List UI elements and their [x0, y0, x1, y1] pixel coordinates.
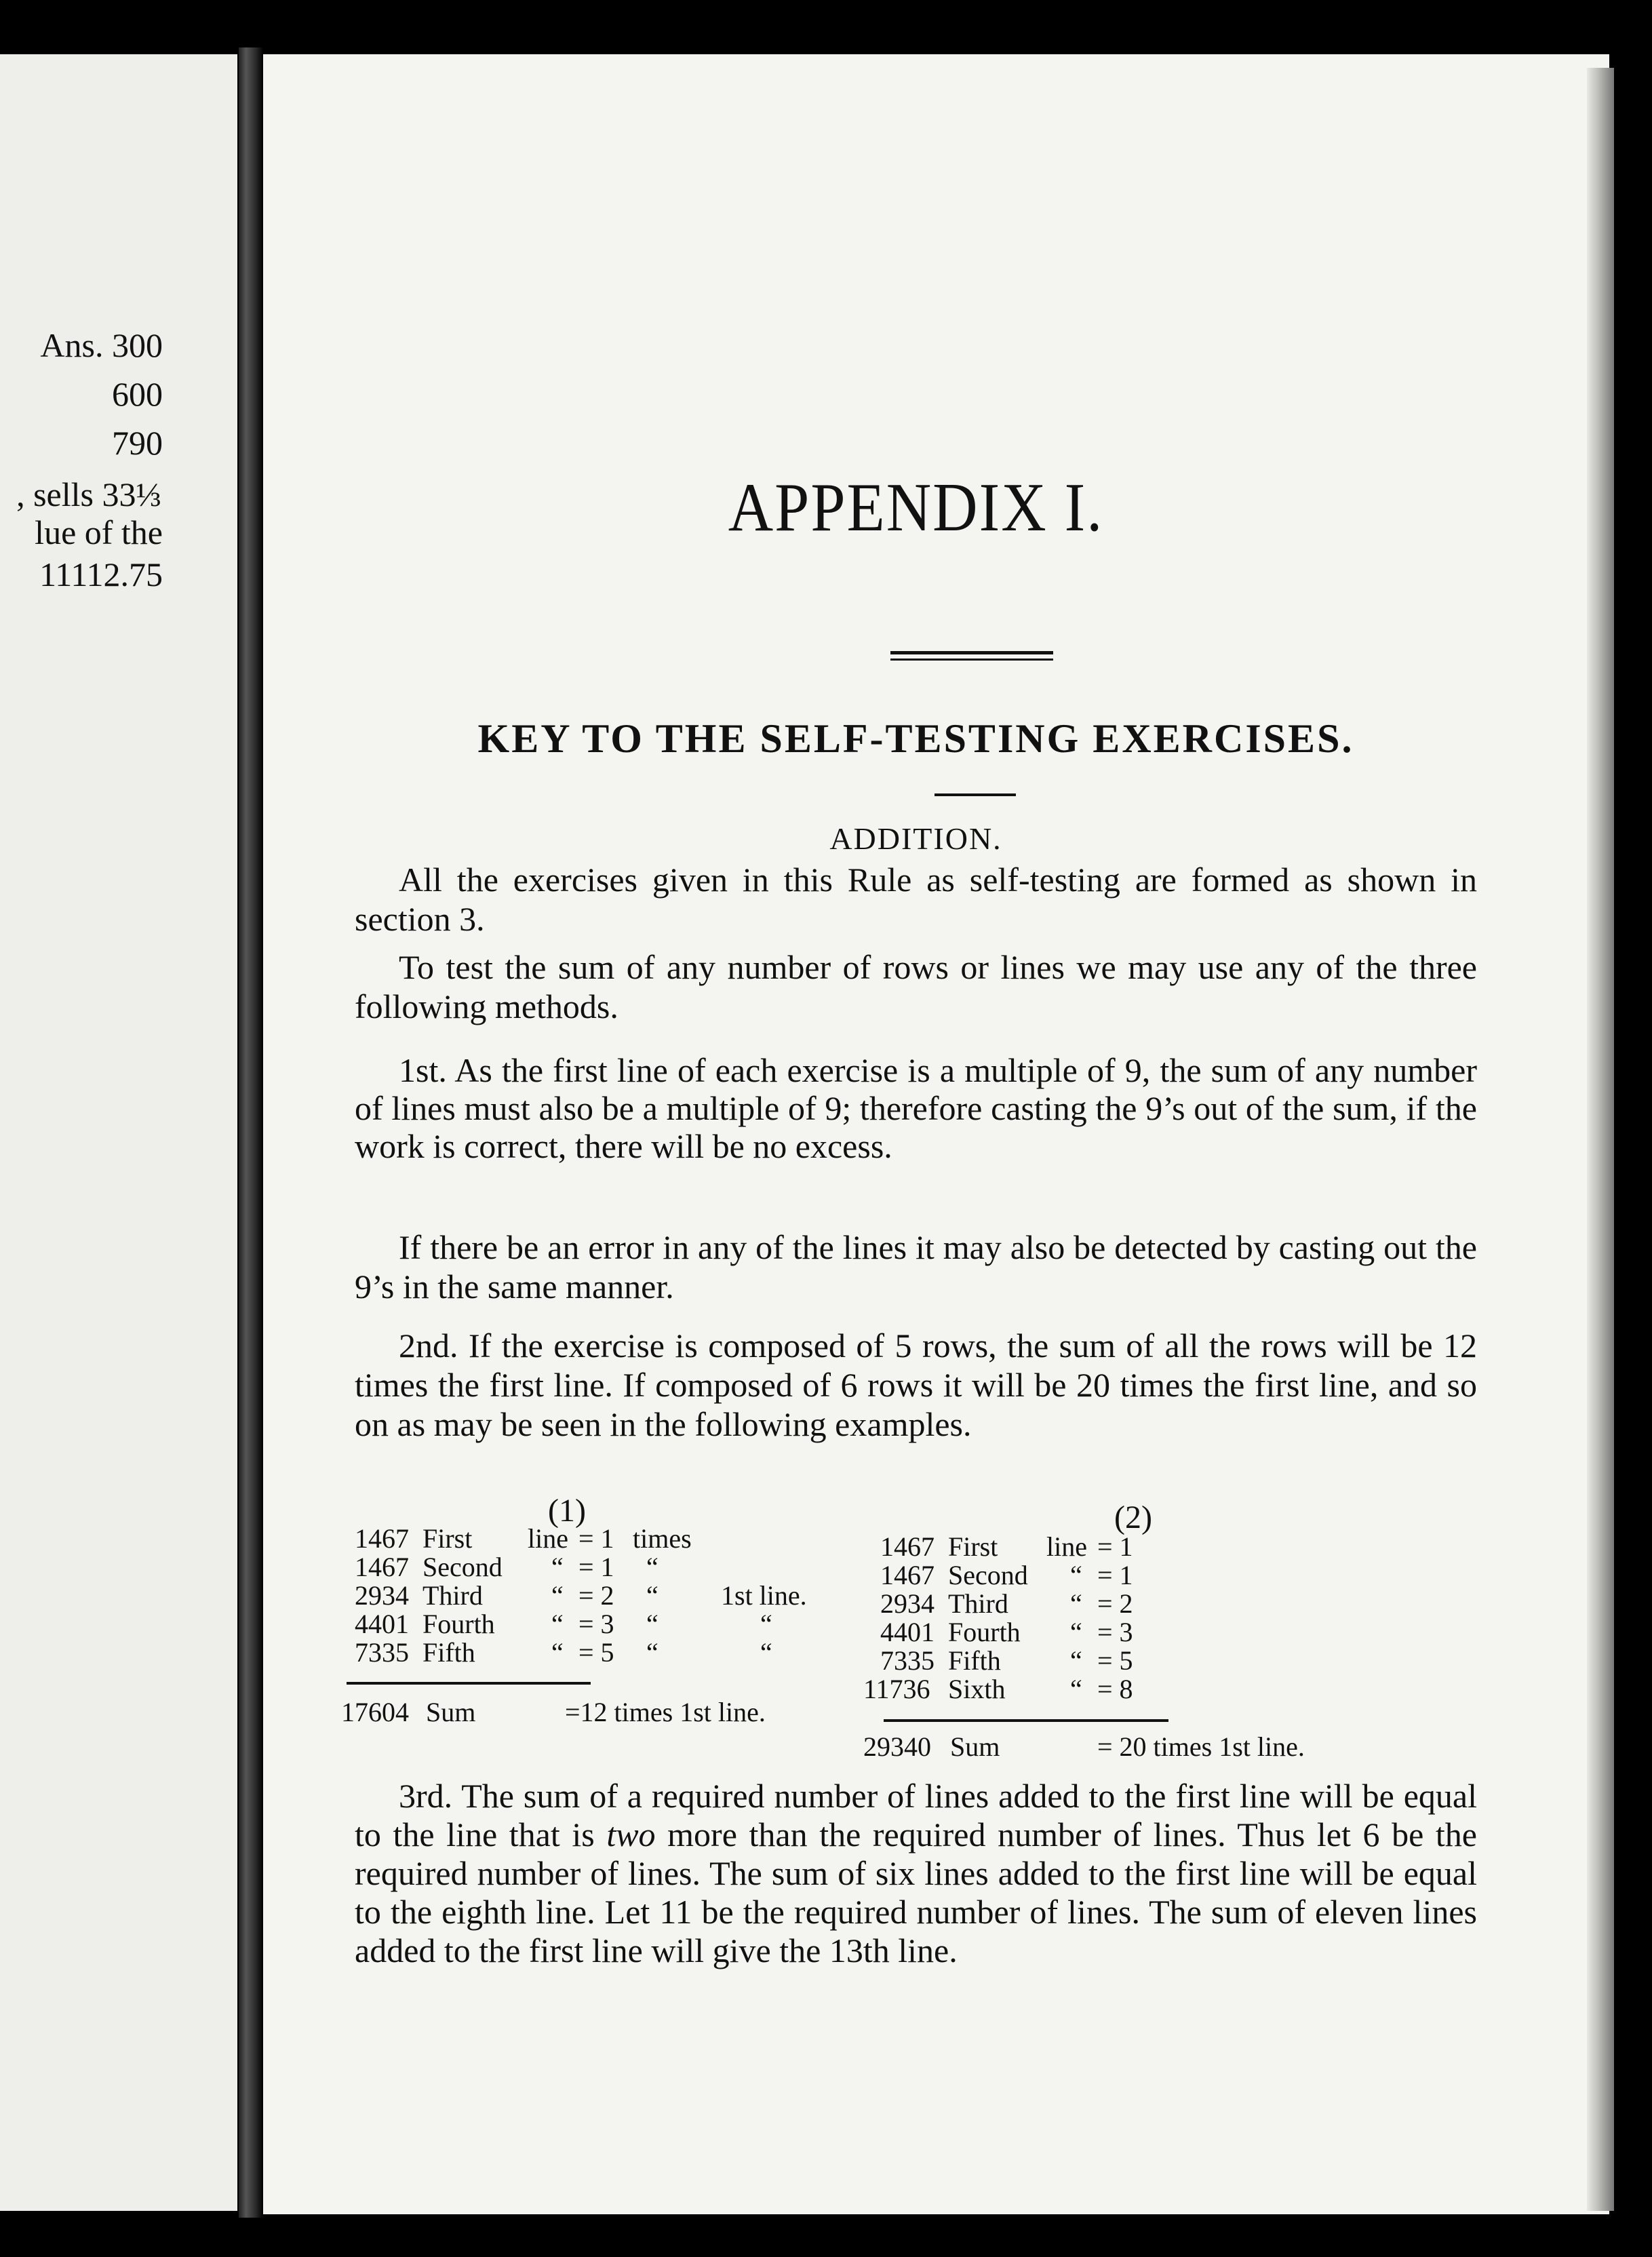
- sum-label: Sum: [426, 1697, 476, 1727]
- line-word: “: [1070, 1617, 1082, 1647]
- left-page-line: Ans. 300: [40, 326, 163, 364]
- sum-result: = 20 times 1st line.: [1097, 1731, 1305, 1762]
- left-page-line: , sells 33⅓: [16, 475, 161, 513]
- line-name: Third: [422, 1580, 483, 1611]
- line-unit: “: [646, 1580, 658, 1611]
- table-row: [355, 1553, 829, 1582]
- page-edge: [1587, 68, 1614, 2211]
- sum-value: 29340: [863, 1731, 931, 1762]
- line-value: 4401: [880, 1617, 935, 1647]
- table-row: [880, 1590, 1321, 1618]
- line-name: Fifth: [948, 1645, 1001, 1676]
- line-multiple: = 8: [1097, 1674, 1133, 1704]
- short-rule-divider: [935, 793, 1016, 796]
- page-title: APPENDIX I.: [728, 469, 1104, 546]
- table-row: [880, 1647, 1321, 1675]
- table-row: [355, 1582, 829, 1610]
- table-row: [863, 1674, 1321, 1704]
- paragraph-2: To test the sum of any number of rows or lines we may use any of the three following methods.: [355, 948, 1477, 1025]
- line-name: First: [948, 1531, 998, 1562]
- line-multiple: = 1: [1097, 1560, 1133, 1590]
- example-1-table: [355, 1525, 829, 1667]
- line-name: Fifth: [422, 1637, 475, 1668]
- paragraph-5: 2nd. If the exercise is composed of 5 rows, the sum of all the rows will be 12 times the first line. If composed of 6 rows it will be 20 times the first line, and so on as may be seen in the following examples.: [355, 1327, 1477, 1443]
- line-word: line: [528, 1523, 568, 1554]
- line-word: “: [551, 1552, 564, 1582]
- line-value: 1467: [355, 1523, 409, 1554]
- line-multiple: = 3: [1097, 1617, 1133, 1647]
- line-name: Sixth: [948, 1674, 1006, 1704]
- line-word: “: [551, 1580, 564, 1611]
- line-note: 1st line.: [721, 1580, 807, 1611]
- line-multiple: = 2: [1097, 1588, 1133, 1619]
- line-value: 4401: [355, 1609, 409, 1639]
- line-word: “: [1070, 1588, 1082, 1619]
- sum-rule: [347, 1682, 591, 1685]
- emphasis-two: two: [606, 1816, 656, 1853]
- paragraph-4: If there be an error in any of the lines it may also be detected by casting out the 9’s in the same manner.: [355, 1228, 1477, 1306]
- line-value: 2934: [355, 1580, 409, 1611]
- example-2-table: [863, 1531, 1321, 1704]
- line-name: Second: [422, 1552, 503, 1582]
- line-multiple: = 1: [1097, 1531, 1133, 1562]
- section-heading: ADDITION.: [829, 821, 1002, 856]
- line-unit: times: [633, 1523, 692, 1554]
- line-note: “: [760, 1637, 772, 1668]
- line-name: Fourth: [948, 1617, 1021, 1647]
- line-value: 7335: [355, 1637, 409, 1668]
- double-rule-divider: [890, 651, 1053, 661]
- table-row: [355, 1525, 829, 1553]
- line-word: line: [1046, 1531, 1087, 1562]
- left-page-line: 600: [112, 375, 163, 413]
- table-row: [880, 1561, 1321, 1590]
- left-page-line: 11112.75: [39, 555, 163, 593]
- line-word: “: [551, 1637, 564, 1668]
- line-multiple: = 3: [578, 1609, 614, 1639]
- sum-result: =12 times 1st line.: [565, 1697, 766, 1727]
- sum-value: 17604: [341, 1697, 409, 1727]
- sum-label: Sum: [950, 1731, 1000, 1762]
- paragraph-3: 1st. As the first line of each exercise is a multiple of 9, the sum of any number of lines must also be a multiple of 9; therefore casting the 9’s out of the sum, if the work is correct, there will be no excess.: [355, 1051, 1477, 1165]
- example-1-label: (1): [548, 1493, 586, 1529]
- line-multiple: = 2: [578, 1580, 614, 1611]
- left-page-line: 790: [112, 424, 163, 462]
- example-1-sum: [341, 1698, 850, 1727]
- line-name: Fourth: [422, 1609, 495, 1639]
- line-word: “: [1070, 1674, 1082, 1704]
- line-word: “: [551, 1609, 564, 1639]
- paragraph-1: All the exercises given in this Rule as self-testing are formed as shown in section 3.: [355, 861, 1477, 938]
- sum-row: [341, 1698, 850, 1727]
- example-2-sum: [863, 1733, 1474, 1761]
- line-word: “: [1070, 1645, 1082, 1676]
- line-value: 1467: [880, 1531, 935, 1562]
- paragraph-6-start: 3rd. The sum of a required number of lines added to the first line will be equal to the line that is: [355, 1777, 1477, 1853]
- table-row: [880, 1533, 1321, 1561]
- line-value: 7335: [880, 1645, 935, 1676]
- line-name: Third: [948, 1588, 1008, 1619]
- line-multiple: = 5: [1097, 1645, 1133, 1676]
- line-multiple: = 1: [578, 1552, 614, 1582]
- facing-page: [0, 54, 237, 2211]
- line-name: First: [422, 1523, 473, 1554]
- table-row: [355, 1610, 829, 1638]
- line-multiple: = 5: [578, 1637, 614, 1668]
- sum-rule: [884, 1719, 1168, 1722]
- book-spine: [239, 47, 263, 2218]
- line-unit: “: [646, 1552, 658, 1582]
- left-page-line: lue of the: [35, 513, 163, 551]
- table-row: [880, 1618, 1321, 1647]
- paragraph-6-end: more than the required number of lines. Thus let 6 be the required number of lines. The sum of six lines added to the first line will be equal to the eighth line. Let 11 be the required number of lines. The sum of eleven lines added to the first line will give the 13th line.: [355, 1816, 1477, 1969]
- example-2-label: (2): [1114, 1499, 1152, 1535]
- line-note: “: [760, 1609, 772, 1639]
- line-value: 1467: [355, 1552, 409, 1582]
- line-name: Second: [948, 1560, 1028, 1590]
- line-value: 1467: [880, 1560, 935, 1590]
- line-word: “: [1070, 1560, 1082, 1590]
- paragraph-6: [355, 1777, 1477, 1970]
- line-multiple: = 1: [578, 1523, 614, 1554]
- line-value: 2934: [880, 1588, 935, 1619]
- book-page: [263, 54, 1609, 2214]
- line-unit: “: [646, 1637, 658, 1668]
- table-row: [355, 1638, 829, 1667]
- sum-row: [863, 1733, 1474, 1761]
- line-unit: “: [646, 1609, 658, 1639]
- line-value: 11736: [863, 1674, 930, 1704]
- section-title: KEY TO THE SELF-TESTING EXERCISES.: [477, 716, 1354, 761]
